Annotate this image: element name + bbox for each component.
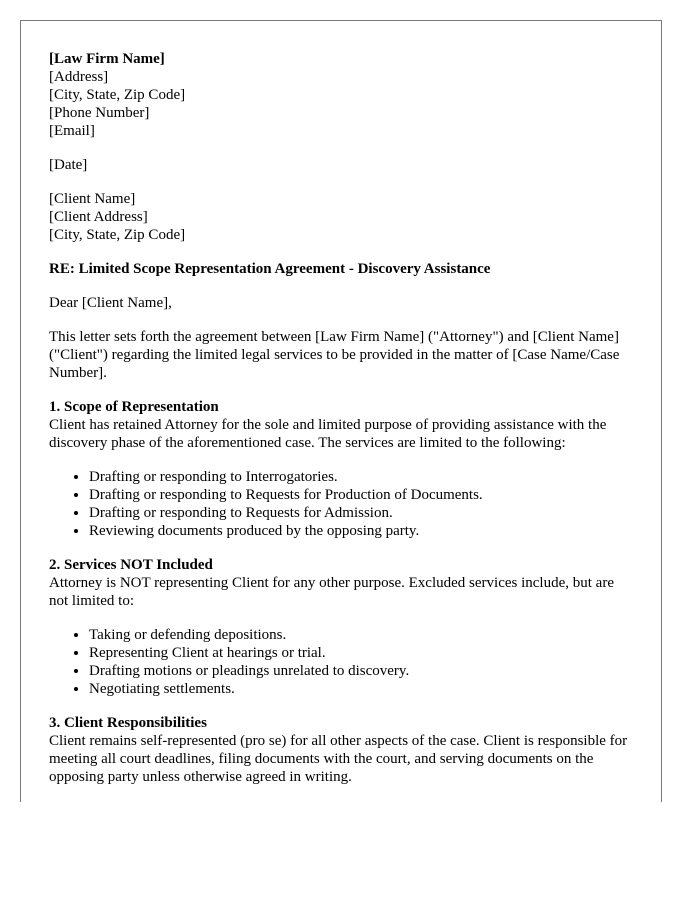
letter-page bbox=[20, 20, 662, 802]
subject-line: RE: Limited Scope Representation Agreement - Discovery Assistance bbox=[49, 261, 491, 277]
list-item: • Drafting motions or pleadings unrelated to discovery. bbox=[89, 662, 633, 680]
salutation: Dear [Client Name], bbox=[49, 295, 172, 311]
section-2-list bbox=[49, 626, 633, 698]
section-2-heading: 2. Services NOT Included bbox=[49, 557, 213, 573]
firm-email: [Email] bbox=[49, 123, 95, 139]
firm-city-state-zip: [City, State, Zip Code] bbox=[49, 87, 186, 103]
section-3-heading: 3. Client Responsibilities bbox=[49, 715, 207, 731]
list-item: • Representing Client at hearings or trial. bbox=[89, 644, 633, 662]
client-city-state-zip: [City, State, Zip Code] bbox=[49, 227, 186, 243]
client-address: [Client Address] bbox=[49, 209, 148, 225]
section-1-list bbox=[49, 468, 633, 540]
client-name: [Client Name] bbox=[49, 191, 136, 207]
firm-address: [Address] bbox=[49, 69, 109, 85]
list-item: • Drafting or responding to Requests for Production of Documents. bbox=[89, 486, 633, 504]
list-item: • Drafting or responding to Interrogatories. bbox=[89, 468, 633, 486]
firm-phone: [Phone Number] bbox=[49, 105, 150, 121]
intro-paragraph: This letter sets forth the agreement between [Law Firm Name] ("Attorney") and [Client Name] ("Client") regarding the limited legal services to be provided in the matter of [Case Name/Case Number]. bbox=[49, 329, 620, 381]
list-item: • Negotiating settlements. bbox=[89, 680, 633, 698]
firm-name: [Law Firm Name] bbox=[49, 51, 165, 67]
section-1-body: Client has retained Attorney for the sole and limited purpose of providing assistance with the discovery phase of the aforementioned case. The services are limited to the following: bbox=[49, 417, 607, 451]
list-item: • Taking or defending depositions. bbox=[89, 626, 633, 644]
recipient-block bbox=[49, 190, 633, 244]
letter-date: [Date] bbox=[49, 157, 88, 173]
sender-block bbox=[49, 50, 633, 140]
section-3-body: Client remains self-represented (pro se) for all other aspects of the case. Client is responsible for meeting all court deadlines, filing documents with the court, and serving documents on the opposing party unless otherwise agreed in writing. bbox=[49, 733, 628, 785]
list-item: • Drafting or responding to Requests for Admission. bbox=[89, 504, 633, 522]
section-1-heading: 1. Scope of Representation bbox=[49, 399, 219, 415]
list-item: • Reviewing documents produced by the opposing party. bbox=[89, 522, 633, 540]
section-2-body: Attorney is NOT representing Client for any other purpose. Excluded services include, but are not limited to: bbox=[49, 575, 614, 609]
